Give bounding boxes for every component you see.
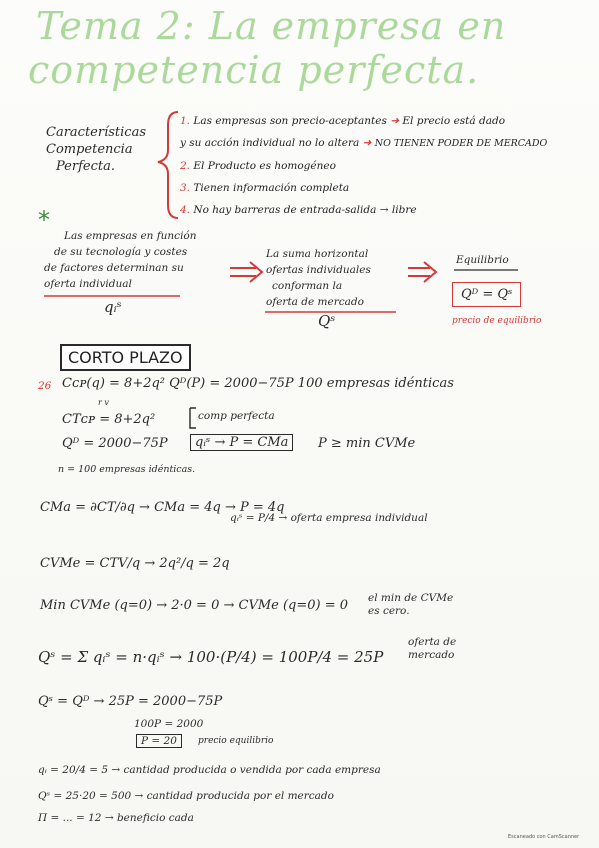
flow-line: oferta de mercado <box>266 296 364 308</box>
price-note: precio equilibrio <box>198 736 274 746</box>
min-avc: Min CVMe (q=0) → 2·0 = 0 → CVMe (q=0) = 0 <box>40 598 349 613</box>
characteristics-heading <box>46 124 146 175</box>
title-line-1: Tema 2: La empresa en <box>36 4 507 48</box>
flow-left-symbol: qᵢˢ <box>104 298 122 316</box>
heading-line: Características <box>46 125 146 140</box>
list-item: y su acción individual no lo altera ➜ NO TIENEN PODER DE MERCADO <box>180 137 548 149</box>
section-label: CORTO PLAZO <box>60 344 191 371</box>
flow-middle <box>266 246 371 310</box>
heading-line: Perfecta. <box>56 159 115 174</box>
note-line: oferta de <box>408 636 457 648</box>
market-supply: Qˢ = Σ qᵢˢ = n·qᵢˢ → 100·(P/4) = 100P/4 = 25P <box>38 648 384 666</box>
n-firms: n = 100 empresas idénticas. <box>58 464 196 475</box>
characteristics-list <box>180 110 590 221</box>
heading-line: Competencia <box>46 142 133 157</box>
flow-line: conforman la <box>272 280 343 292</box>
profit: Π = ... = 12 → beneficio cada <box>38 812 194 824</box>
market-supply-note <box>408 636 456 662</box>
arrow-label: r v <box>98 398 109 407</box>
price-calc: 100P = 2000 <box>134 718 204 730</box>
equilibrium-heading: Equilibrio <box>456 254 509 266</box>
total-cost: CTᴄᴘ = 8+2q² <box>62 412 156 427</box>
list-item: 3. Tienen información completa <box>180 182 350 194</box>
exercise-number: 26 <box>38 380 52 392</box>
flow-line: de su tecnología y costes <box>54 246 188 258</box>
list-item: 1. Las empresas son precio-aceptantes ➜ El precio está dado <box>180 115 506 127</box>
star-icon: * <box>38 206 50 234</box>
flow-middle-symbol: Qˢ <box>318 312 336 330</box>
cost-function: Cᴄᴘ(q) = 8+2q² Qᴰ(P) = 2000−75P 100 empresas idénticas <box>62 376 454 391</box>
comp-note: comp perfecta <box>198 410 275 422</box>
qty-per-firm: qᵢ = 20/4 = 5 → cantidad producida o vendida por cada empresa <box>38 764 381 776</box>
flow-line: ofertas individuales <box>266 264 371 276</box>
equilibrium-note: precio de equilibrio <box>452 316 542 326</box>
individual-supply: qᵢˢ = P/4 → oferta empresa individual <box>230 512 428 524</box>
equilibrium-box: Qᴰ = Qˢ <box>452 282 521 307</box>
avg-variable-cost: CVMe = CTV/q → 2q²/q = 2q <box>40 556 230 571</box>
qi-box: qᵢˢ → P = CMa <box>190 434 293 451</box>
flow-line: La suma horizontal <box>266 248 369 260</box>
equilibrium-eq: Qˢ = Qᴰ → 25P = 2000−75P <box>38 694 223 709</box>
note-line: mercado <box>408 649 455 661</box>
flow-line: Las empresas en función <box>64 230 197 242</box>
price-result: P = 20 <box>136 734 182 748</box>
condition: P ≥ min CVMe <box>318 436 416 451</box>
flow-line: de factores determinan su <box>44 262 184 274</box>
note-line: es cero. <box>368 605 410 617</box>
marginal-cost: CMa = ∂CT/∂q → CMa = 4q → P = 4q <box>40 500 285 515</box>
brace-shape <box>158 112 178 218</box>
flow-line: oferta individual <box>44 278 132 290</box>
note-line: el min de CVMe <box>368 592 454 604</box>
title-line-2: competencia perfecta. <box>28 48 480 92</box>
list-item: 2. El Producto es homogéneo <box>180 160 336 172</box>
scanner-watermark: Escaneado con CamScanner <box>508 834 580 840</box>
min-note <box>368 592 453 618</box>
qty-market: Qˢ = 25·20 = 500 → cantidad producida por el mercado <box>38 790 334 802</box>
list-item: 4. No hay barreras de entrada-salida → libre <box>180 204 417 216</box>
demand: Qᴰ = 2000−75P <box>62 436 168 451</box>
flow-left <box>44 228 197 292</box>
